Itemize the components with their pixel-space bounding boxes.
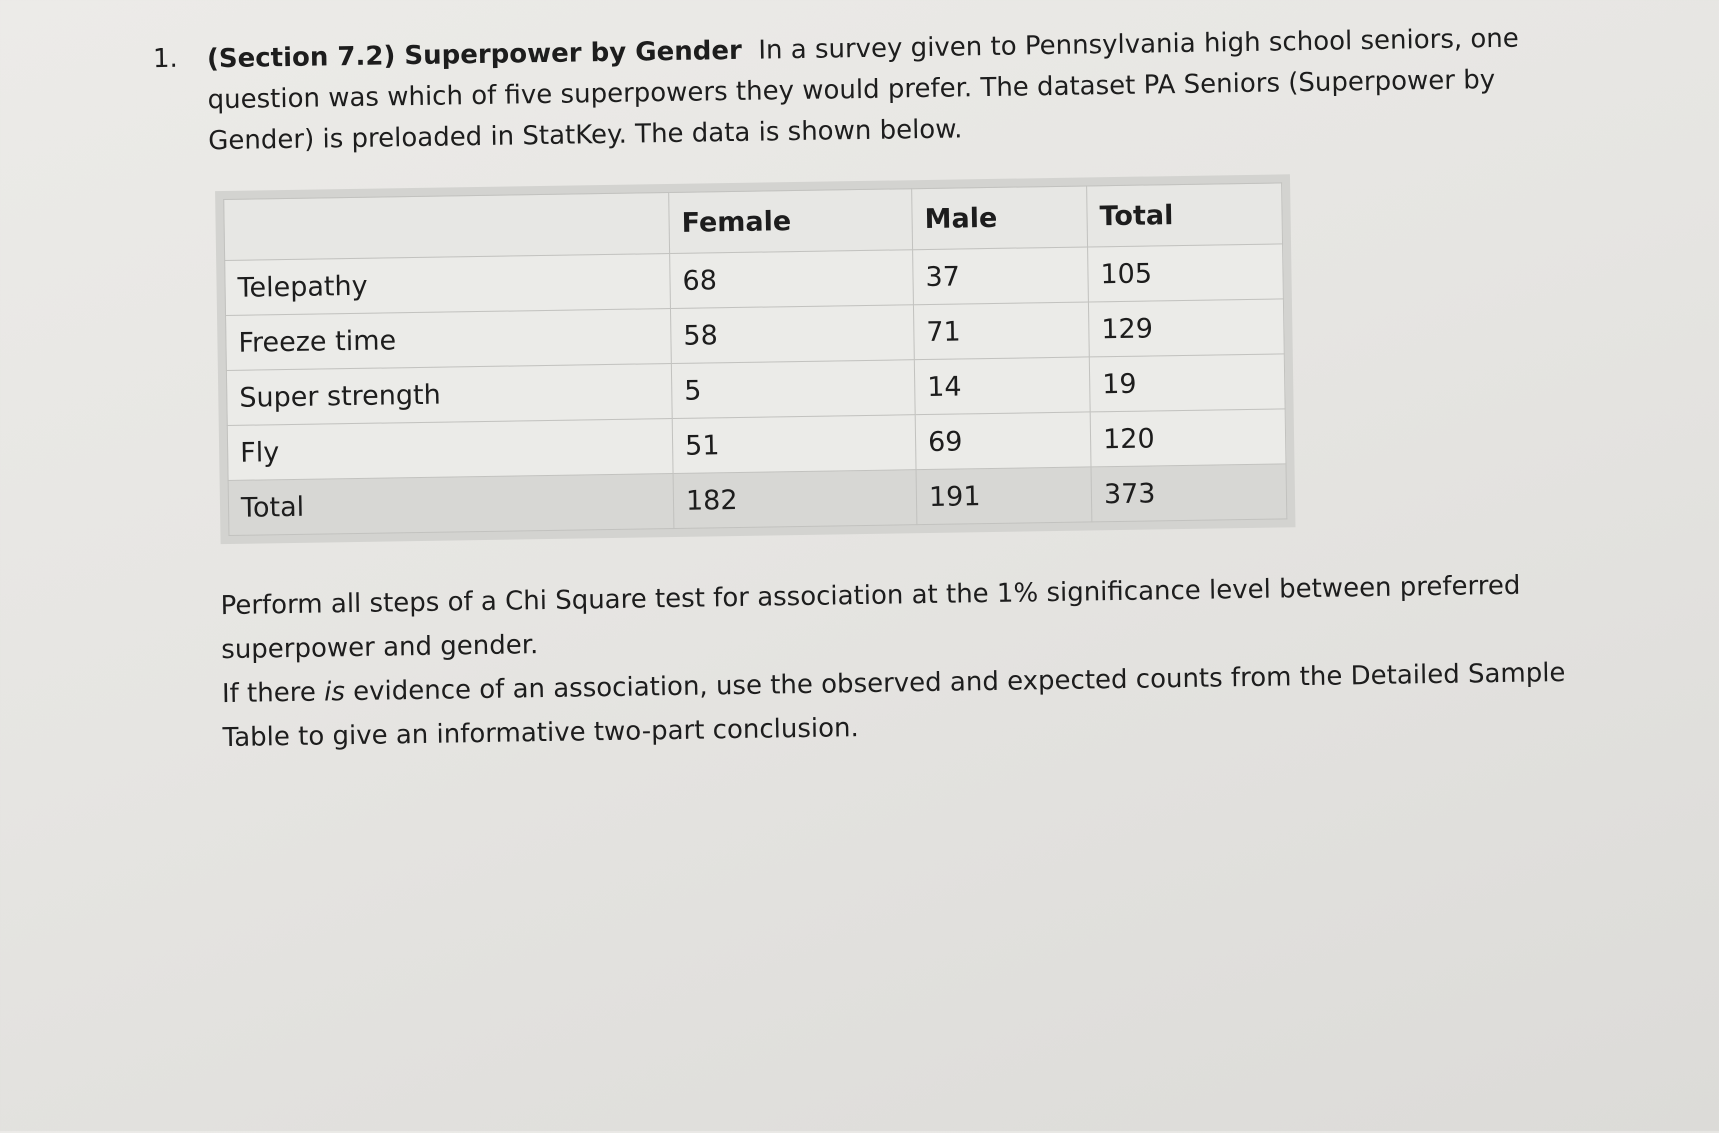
row-label: Fly — [227, 418, 673, 480]
cell-total: 120 — [1090, 409, 1286, 467]
instruction-emphasis: is — [323, 677, 346, 708]
superpower-gender-table — [223, 182, 1287, 536]
header-female: Female — [669, 189, 913, 254]
cell-female: 58 — [670, 305, 914, 364]
header-male: Male — [912, 186, 1088, 250]
instruction-text: If there — [221, 677, 325, 710]
cell-female: 68 — [670, 250, 914, 309]
cell-female: 182 — [673, 470, 917, 529]
cell-total: 19 — [1089, 354, 1285, 412]
cell-total: 373 — [1091, 464, 1287, 522]
instruction-text: evidence of an association, use the observed and expected counts from the Detailed Sample Table to give an informative two-part conclusion. — [222, 658, 1566, 754]
header-blank — [224, 193, 670, 261]
question-number: 1. — [152, 43, 179, 75]
cell-male: 14 — [914, 357, 1090, 415]
cell-male: 69 — [915, 412, 1091, 470]
row-label: Freeze time — [226, 309, 672, 371]
question-text — [207, 18, 1539, 162]
cell-male: 37 — [913, 247, 1089, 305]
cell-female: 5 — [671, 360, 915, 419]
cell-male: 71 — [913, 302, 1089, 360]
row-label: Telepathy — [225, 254, 671, 316]
row-label: Total — [228, 473, 674, 535]
data-table-container — [215, 174, 1295, 544]
question-title: (Section 7.2) Superpower by Gender — [206, 35, 743, 75]
header-total: Total — [1087, 183, 1283, 247]
cell-total: 105 — [1088, 244, 1284, 302]
cell-total: 129 — [1088, 299, 1284, 357]
instructions — [220, 562, 1603, 760]
row-label: Super strength — [226, 364, 672, 426]
instruction-line-1: Perform all steps of a Chi Square test for association at the 1% significance level between preferred superpower and gender. — [220, 570, 1521, 666]
cell-female: 51 — [672, 415, 916, 474]
cell-male: 191 — [916, 467, 1092, 525]
question-body: In a survey given to Pennsylvania high school seniors, one question was which of five superpowers they would prefer. The dataset PA Seniors (Superpower by Gender) is preloaded in StatKey. The data is shown below. — [207, 23, 1520, 157]
